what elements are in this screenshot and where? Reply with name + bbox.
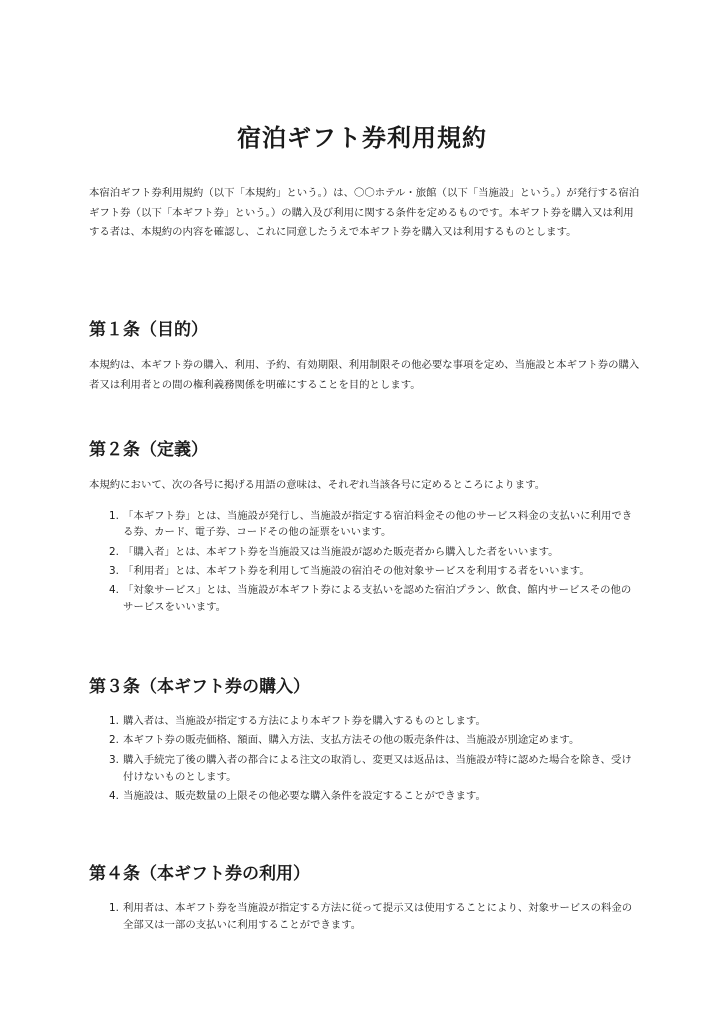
list-number: 1.: [109, 509, 119, 522]
list-text: 「利用者」とは、本ギフト券を利用して当施設の宿泊その他対象サービスを利用する者をいいます。: [123, 565, 590, 578]
list-text: 利用者は、本ギフト券を当施設が指定する方法に従って提示又は使用することにより、対象サービスの料金の全部又は一部の支払いに利用することができます。: [123, 902, 633, 931]
article-heading: 第１条（目的）: [89, 320, 208, 340]
list-text: 本ギフト券の販売価格、額面、購入方法、支払方法その他の販売条件は、当施設が別途定めます。: [123, 734, 580, 747]
list-item: [89, 582, 641, 616]
list-text: 「本ギフト券」とは、当施設が発行し、当施設が指定する宿泊料金その他のサービス料金の支払いに利用できる券、カード、電子券、コードその他の証票をいいます。: [123, 509, 633, 539]
article-1: [89, 318, 641, 395]
list-number: 4.: [109, 584, 119, 597]
list-item: [89, 508, 641, 542]
article-4: [89, 862, 641, 936]
list-item: [89, 544, 641, 561]
list-text: 購入手続完了後の購入者の都合による注文の取消し、変更又は返品は、当施設が特に認めた場合を除き、受け付けないものとします。: [123, 753, 632, 783]
usage-list: [89, 900, 641, 934]
list-number: 2.: [109, 545, 119, 558]
list-item: [89, 788, 641, 805]
list-item: [89, 563, 641, 580]
list-text: 当施設は、販売数量の上限その他必要な購入条件を設定することができます。: [123, 789, 486, 802]
list-number: 1.: [109, 902, 119, 914]
list-text: 「購入者」とは、本ギフト券を当施設又は当施設が認めた販売者から購入した者をいいます。: [123, 545, 559, 558]
list-text: 「対象サービス」とは、当施設が本ギフト券による支払いを認めた宿泊プラン、飲食、館内サービスその他のサービスをいいます。: [123, 584, 632, 614]
intro-paragraph: 本宿泊ギフト券利用規約（以下「本規約」という。）は、〇〇ホテル・旅館（以下「当施設」という。）が発行する宿泊ギフト券（以下「本ギフト券」という。）の購入及び利用に関する条件を定めるものです。本ギフト券を購入又は利用する者は、本規約の内容を確認し、これに同意したうえで本ギフト券を購入又は利用するものとします。: [89, 187, 640, 238]
article-heading: 第２条（定義）: [89, 440, 208, 460]
list-item: [89, 713, 641, 730]
article-heading: 第３条（本ギフト券の購入）: [89, 677, 310, 697]
article-body: 本規約において、次の各号に掲げる用語の意味は、それぞれ当該各号に定めるところによります。: [89, 479, 546, 491]
list-text: 購入者は、当施設が指定する方法により本ギフト券を購入するものとします。: [123, 715, 486, 727]
list-item: [89, 900, 641, 934]
document-title: 宿泊ギフト券利用規約: [237, 124, 487, 152]
list-item: [89, 732, 641, 749]
list-number: 2.: [109, 734, 119, 747]
list-number: 3.: [109, 565, 119, 578]
list-item: [89, 752, 641, 786]
definition-list: [89, 508, 641, 617]
article-3: [89, 675, 641, 807]
list-number: 4.: [109, 789, 119, 802]
article-2: [89, 438, 641, 619]
list-number: 1.: [109, 715, 119, 727]
list-number: 3.: [109, 753, 119, 766]
article-body: 本規約は、本ギフト券の購入、利用、予約、有効期限、利用制限その他必要な事項を定め、当施設と本ギフト券の購入者又は利用者との間の権利義務関係を明確にすることを目的とします。: [89, 359, 640, 391]
purchase-list: [89, 713, 641, 805]
article-heading: 第４条（本ギフト券の利用）: [89, 864, 310, 884]
